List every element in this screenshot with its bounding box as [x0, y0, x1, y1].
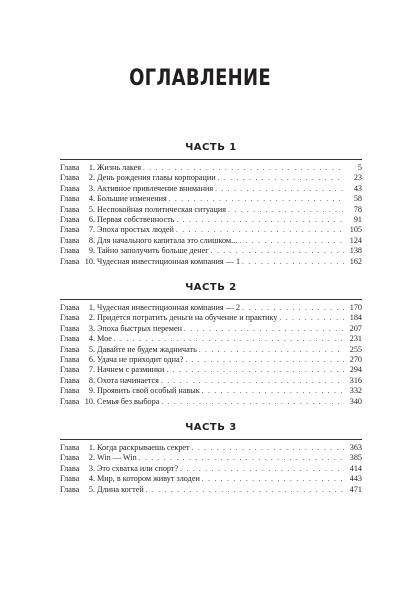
chapter-label: Глава: [60, 173, 80, 183]
dot-leader: [242, 303, 344, 313]
page-number: 207: [349, 323, 362, 333]
part-heading: ЧАСТЬ 3: [185, 422, 237, 433]
chapter-title: Большие изменения: [97, 194, 167, 204]
toc-entry: [60, 453, 362, 463]
chapter-label: Глава: [60, 365, 80, 375]
chapter-number: 3.: [88, 463, 95, 473]
toc-entry: [60, 474, 362, 484]
page-number: 105: [349, 225, 362, 235]
part-2-section: [60, 281, 362, 407]
dot-leader: [169, 194, 344, 204]
chapter-number: 10.: [84, 396, 95, 406]
dot-leader: [228, 205, 344, 215]
chapter-title: Семья без выбора: [97, 396, 160, 406]
dot-leader: [202, 386, 344, 396]
part-heading: ЧАСТЬ 1: [185, 142, 237, 153]
chapter-number: 3.: [88, 183, 95, 193]
chapter-number: 4.: [88, 194, 95, 204]
toc-entry: [60, 334, 362, 344]
chapter-label: Глава: [60, 396, 80, 406]
dot-leader: [192, 443, 344, 453]
chapter-number: 1.: [88, 163, 95, 172]
chapter-label: Глава: [60, 246, 80, 256]
page-number: 23: [353, 173, 362, 183]
chapter-title: Win — Win: [97, 453, 137, 463]
chapter-title: Давайте не будем жадничать: [97, 344, 197, 354]
page-number: 332: [349, 386, 362, 396]
chapter-label: Глава: [60, 375, 80, 385]
page-number: 5: [357, 163, 362, 172]
toc-entry: [60, 236, 362, 246]
page-number: 363: [349, 443, 362, 452]
page-title: ОГЛАВЛЕНИЕ: [129, 66, 271, 91]
dot-leader: [143, 163, 344, 173]
chapter-number: 3.: [88, 323, 95, 333]
part-3-section: [60, 421, 362, 495]
chapter-label: Глава: [60, 225, 80, 235]
chapter-title: Когда раскрываешь секрет: [97, 443, 190, 452]
toc-entry: [60, 345, 362, 355]
chapter-number: 7.: [88, 365, 95, 375]
page-number: 294: [349, 365, 362, 375]
chapter-label: Глава: [60, 194, 80, 204]
page-number: 471: [349, 484, 362, 494]
dot-leader: [146, 485, 344, 495]
dot-leader: [176, 225, 344, 235]
chapter-label: Глава: [60, 443, 80, 452]
toc-list: [60, 303, 362, 407]
page-number: 414: [349, 463, 362, 473]
chapter-label: Глава: [60, 386, 80, 396]
dot-leader: [185, 355, 344, 365]
chapter-label: Глава: [60, 453, 80, 463]
chapter-title: Это схватка или спорт?: [97, 463, 179, 473]
dot-leader: [280, 313, 344, 323]
chapter-number: 6.: [88, 214, 95, 224]
chapter-number: 9.: [88, 386, 95, 396]
toc-entry: [60, 485, 362, 495]
toc-entry: [60, 376, 362, 386]
page-number: 255: [349, 344, 362, 354]
chapter-number: 1.: [88, 443, 95, 452]
toc-entry: [60, 194, 362, 204]
chapter-title: Неспокойная политическая ситуация: [97, 204, 227, 214]
dot-leader: [161, 376, 344, 386]
dot-leader: [139, 453, 344, 463]
chapter-label: Глава: [60, 183, 80, 193]
chapter-title: Мир, в котором живут злодеи: [97, 474, 200, 484]
dot-leader: [239, 236, 344, 246]
chapter-label: Глава: [60, 303, 80, 312]
chapter-label: Глава: [60, 214, 80, 224]
chapter-title: Мое: [97, 334, 112, 344]
chapter-title: Чудесная инвестиционная компания — 1: [97, 256, 241, 266]
dot-leader: [184, 324, 344, 334]
page-number: 170: [349, 303, 362, 312]
page-number: 270: [349, 354, 362, 364]
chapter-title: Тайно заполучить больше денег: [97, 246, 209, 256]
page-number: 91: [353, 214, 362, 224]
chapter-title: Первая собственность: [97, 214, 175, 224]
toc-entry: [60, 365, 362, 375]
chapter-label: Глава: [60, 256, 80, 266]
chapter-number: 5.: [88, 204, 95, 214]
chapter-number: 4.: [88, 474, 95, 484]
page-number: 43: [353, 183, 362, 193]
chapter-label: Глава: [60, 313, 80, 323]
chapter-label: Глава: [60, 204, 80, 214]
toc-entry: [60, 215, 362, 225]
chapter-title: Эпоха простых людей: [97, 225, 174, 235]
page-number: 58: [353, 194, 362, 204]
toc-entry: [60, 443, 362, 453]
chapter-title: Длина когтей: [97, 484, 144, 494]
chapter-title: Проявить свой особый навык: [97, 386, 200, 396]
chapter-title: Удача не приходит одна?: [97, 354, 184, 364]
chapter-label: Глава: [60, 463, 80, 473]
page-number: 124: [349, 235, 362, 245]
dot-leader: [218, 173, 344, 183]
chapter-title: Жизнь лакея: [97, 163, 142, 172]
chapter-number: 2.: [88, 313, 95, 323]
toc-entry: [60, 313, 362, 323]
toc-entry: [60, 246, 362, 256]
dot-leader: [199, 345, 344, 355]
toc-entry: [60, 397, 362, 407]
chapter-number: 4.: [88, 334, 95, 344]
chapter-number: 8.: [88, 235, 95, 245]
toc-entry: [60, 225, 362, 235]
dot-leader: [202, 474, 344, 484]
chapter-number: 2.: [88, 453, 95, 463]
toc-entry: [60, 205, 362, 215]
chapter-title: Чудесная инвестиционная компания — 2: [97, 303, 241, 312]
part-heading: ЧАСТЬ 2: [185, 282, 237, 293]
chapter-title: Эпоха быстрых перемен: [97, 323, 182, 333]
part-1-section: [60, 141, 362, 267]
chapter-number: 7.: [88, 225, 95, 235]
chapter-label: Глава: [60, 334, 80, 344]
page-number: 231: [349, 334, 362, 344]
dot-leader: [242, 257, 344, 267]
page-number: 78: [353, 204, 362, 214]
dot-leader: [180, 464, 344, 474]
chapter-title: Придется потратить деньги на обучение и практику: [97, 313, 278, 323]
chapter-label: Глава: [60, 163, 80, 172]
chapter-label: Глава: [60, 474, 80, 484]
chapter-title: Для начального капитала это слишком...: [97, 235, 238, 245]
chapter-number: 8.: [88, 375, 95, 385]
chapter-number: 10.: [84, 256, 95, 266]
chapter-number: 6.: [88, 354, 95, 364]
chapter-number: 5.: [88, 344, 95, 354]
toc-list: [60, 443, 362, 495]
chapter-number: 1.: [88, 303, 95, 312]
chapter-title: Охота начинается: [97, 375, 159, 385]
toc-list: [60, 163, 362, 267]
dot-leader: [176, 215, 344, 225]
chapter-number: 2.: [88, 173, 95, 183]
page-number: 162: [349, 256, 362, 266]
toc-entry: [60, 163, 362, 173]
divider: [60, 299, 362, 300]
page-number: 443: [349, 474, 362, 484]
chapter-label: Глава: [60, 235, 80, 245]
chapter-label: Глава: [60, 323, 80, 333]
chapter-number: 5.: [88, 484, 95, 494]
chapter-title: День рождения главы корпорации: [97, 173, 216, 183]
chapter-label: Глава: [60, 344, 80, 354]
dot-leader: [166, 365, 344, 375]
toc-entry: [60, 464, 362, 474]
chapter-number: 9.: [88, 246, 95, 256]
chapter-title: Активное привлечение внимания: [97, 183, 214, 193]
page-number: 184: [349, 313, 362, 323]
divider: [60, 439, 362, 440]
page-number: 385: [349, 453, 362, 463]
page-number: 340: [349, 396, 362, 406]
toc-entry: [60, 303, 362, 313]
page-number: 138: [349, 246, 362, 256]
chapter-title: Начнем с разминки: [97, 365, 165, 375]
toc-entry: [60, 257, 362, 267]
page-number: 316: [349, 375, 362, 385]
dot-leader: [211, 246, 344, 256]
chapter-label: Глава: [60, 354, 80, 364]
divider: [60, 159, 362, 160]
toc-entry: [60, 355, 362, 365]
dot-leader: [215, 184, 344, 194]
toc-entry: [60, 184, 362, 194]
dot-leader: [161, 397, 344, 407]
chapter-label: Глава: [60, 484, 80, 494]
toc-entry: [60, 324, 362, 334]
toc-entry: [60, 173, 362, 183]
dot-leader: [114, 334, 344, 344]
toc-entry: [60, 386, 362, 396]
